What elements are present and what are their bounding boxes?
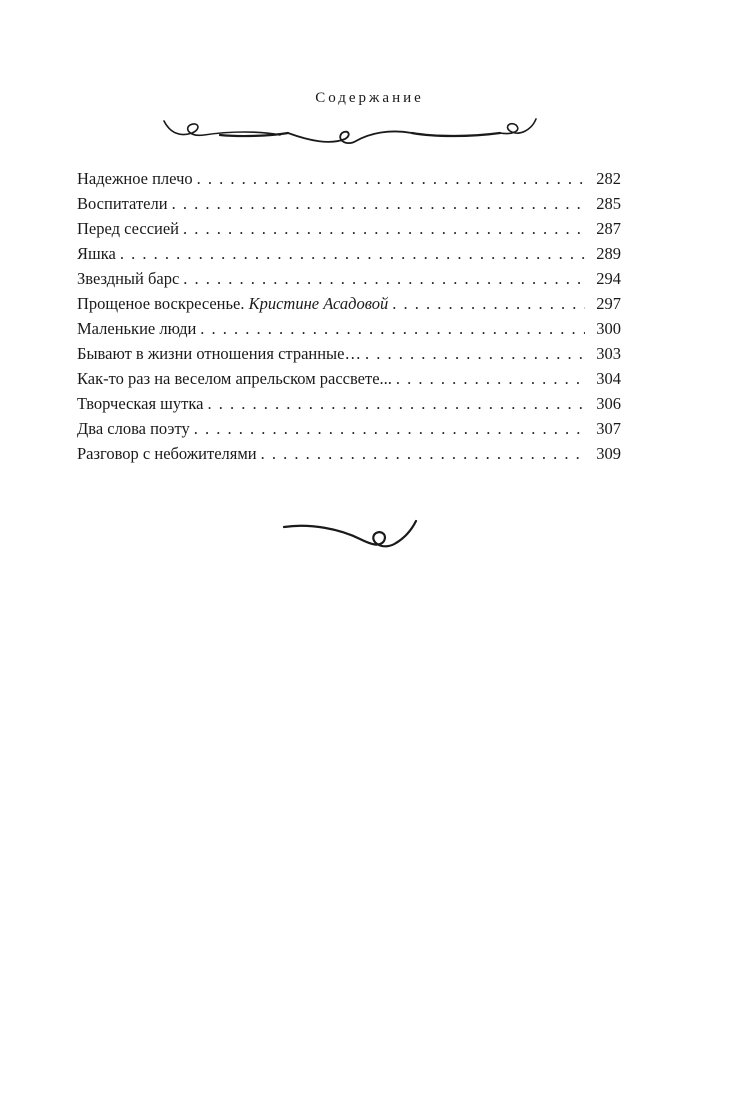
entry-page-number: 297 bbox=[596, 294, 621, 313]
entry-page-number: 300 bbox=[596, 319, 621, 338]
entry-page-number: 307 bbox=[596, 419, 621, 438]
entry-page-number: 309 bbox=[596, 444, 621, 463]
toc-entry bbox=[77, 416, 621, 441]
entry-title: Звездный барс bbox=[77, 269, 180, 288]
flourish-divider-top bbox=[160, 115, 540, 155]
entry-title: Маленькие люди bbox=[77, 319, 197, 338]
entry-title: Бывают в жизни отношения странные… bbox=[77, 344, 361, 363]
table-of-contents bbox=[77, 166, 621, 466]
toc-entry bbox=[77, 441, 621, 466]
dot-leader bbox=[365, 341, 585, 366]
entry-title: Два слова поэту bbox=[77, 419, 190, 438]
entry-title: Разговор с небожителями bbox=[77, 444, 257, 463]
dot-leader bbox=[120, 241, 585, 266]
toc-entry bbox=[77, 166, 621, 191]
toc-entry bbox=[77, 291, 621, 316]
toc-entry bbox=[77, 216, 621, 241]
dot-leader bbox=[194, 416, 585, 441]
entry-title bbox=[77, 291, 392, 316]
entry-title: Как-то раз на веселом апрельском рассвете... bbox=[77, 369, 392, 388]
dot-leader bbox=[172, 191, 585, 216]
entry-dedication: Кристине Асадовой bbox=[248, 294, 389, 313]
entry-title: Надежное плечо bbox=[77, 169, 193, 188]
entry-page-number: 282 bbox=[596, 169, 621, 188]
entry-title: Воспитатели bbox=[77, 194, 168, 213]
page-title: Содержание bbox=[315, 90, 424, 106]
entry-page-number: 303 bbox=[596, 344, 621, 363]
toc-entry bbox=[77, 266, 621, 291]
entry-title: Творческая шутка bbox=[77, 394, 204, 413]
dot-leader bbox=[392, 291, 585, 316]
toc-entry bbox=[77, 316, 621, 341]
dot-leader bbox=[200, 316, 585, 341]
entry-page-number: 294 bbox=[596, 269, 621, 288]
dot-leader bbox=[183, 216, 585, 241]
flourish-divider-bottom bbox=[280, 515, 420, 555]
dot-leader bbox=[261, 441, 585, 466]
dot-leader bbox=[207, 391, 585, 416]
entry-title: Перед сессией bbox=[77, 219, 180, 238]
entry-page-number: 304 bbox=[596, 369, 621, 388]
entry-page-number: 285 bbox=[596, 194, 621, 213]
toc-entry bbox=[77, 366, 621, 391]
entry-page-number: 289 bbox=[596, 244, 621, 263]
entry-page-number: 287 bbox=[596, 219, 621, 238]
dot-leader bbox=[197, 166, 585, 191]
toc-entry bbox=[77, 241, 621, 266]
entry-title-text: Прощеное воскресенье. bbox=[77, 294, 249, 313]
toc-entry bbox=[77, 191, 621, 216]
toc-entry bbox=[77, 341, 621, 366]
toc-entry bbox=[77, 391, 621, 416]
entry-page-number: 306 bbox=[596, 394, 621, 413]
dot-leader bbox=[396, 366, 585, 391]
entry-title: Яшка bbox=[77, 244, 116, 263]
dot-leader bbox=[183, 266, 585, 291]
